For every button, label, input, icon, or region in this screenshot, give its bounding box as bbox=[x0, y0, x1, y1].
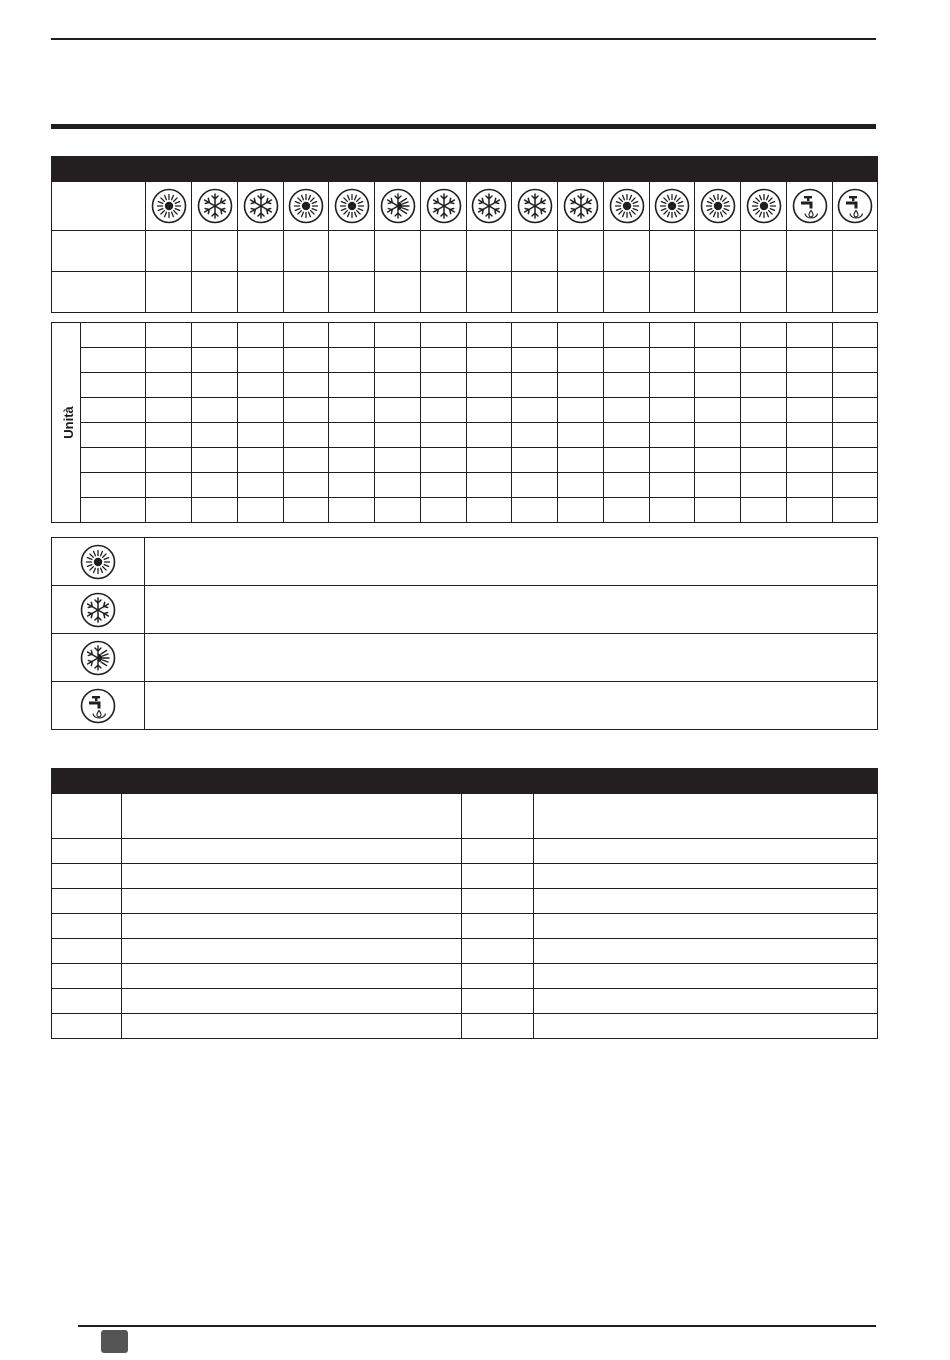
sun-icon bbox=[700, 188, 736, 224]
mode-row-2 bbox=[52, 272, 878, 313]
legend-text bbox=[145, 682, 878, 730]
legend-text bbox=[145, 634, 878, 682]
page-number-marker bbox=[101, 1330, 128, 1353]
mode-icon-cell bbox=[650, 182, 695, 231]
sun-icon bbox=[746, 188, 782, 224]
sun-icon bbox=[334, 188, 370, 224]
legend-row bbox=[52, 682, 878, 730]
legend-text bbox=[145, 538, 878, 586]
snowflake-icon bbox=[243, 188, 279, 224]
legend-text bbox=[145, 586, 878, 634]
mode-row-1 bbox=[52, 231, 878, 272]
table-row bbox=[52, 914, 878, 939]
sun-icon bbox=[151, 188, 187, 224]
mode-icon-cell bbox=[833, 182, 878, 231]
table-row bbox=[52, 1014, 878, 1039]
footer-rule bbox=[78, 1325, 876, 1327]
snowflake-sun-icon bbox=[380, 188, 416, 224]
table-row bbox=[52, 423, 878, 448]
mode-icon-cell bbox=[329, 182, 375, 231]
table-row bbox=[52, 348, 878, 373]
snowflake-icon bbox=[517, 188, 553, 224]
legend-table bbox=[51, 537, 878, 730]
table-row bbox=[52, 498, 878, 523]
units-label-cell bbox=[52, 323, 81, 523]
snowflake-sun-icon bbox=[80, 640, 116, 676]
sun-icon bbox=[609, 188, 645, 224]
snowflake-icon bbox=[426, 188, 462, 224]
mode-icon-cell bbox=[238, 182, 284, 231]
table-row bbox=[52, 989, 878, 1014]
legend-row bbox=[52, 586, 878, 634]
parameters-table bbox=[51, 768, 878, 1039]
mode-icon-cell bbox=[512, 182, 558, 231]
sun-icon bbox=[80, 544, 116, 580]
mode-icon-cell bbox=[604, 182, 650, 231]
table-row bbox=[52, 473, 878, 498]
units-label: Unità bbox=[60, 405, 76, 439]
units-table bbox=[51, 322, 878, 523]
tap-icon bbox=[80, 688, 116, 724]
top-rule bbox=[51, 38, 876, 40]
tap-icon bbox=[837, 188, 873, 224]
mode-icon-cell bbox=[558, 182, 604, 231]
mode-icon-cell bbox=[375, 182, 421, 231]
snowflake-icon bbox=[563, 188, 599, 224]
legend-row bbox=[52, 538, 878, 586]
table-row bbox=[52, 323, 878, 348]
legend-row bbox=[52, 634, 878, 682]
section-rule bbox=[51, 124, 876, 129]
mode-icons-row bbox=[52, 182, 878, 231]
tap-icon bbox=[792, 188, 828, 224]
table-row bbox=[52, 889, 878, 914]
mode-row-label-cell bbox=[52, 182, 146, 231]
table-row bbox=[52, 939, 878, 964]
table-row bbox=[52, 839, 878, 864]
mode-icon-cell bbox=[695, 182, 741, 231]
mode-icon-cell bbox=[146, 182, 192, 231]
snowflake-icon bbox=[471, 188, 507, 224]
table-row bbox=[52, 864, 878, 889]
mode-icon-cell bbox=[787, 182, 833, 231]
mode-icon-cell bbox=[467, 182, 512, 231]
table-row bbox=[52, 964, 878, 989]
table-row bbox=[52, 398, 878, 423]
sun-icon bbox=[654, 188, 690, 224]
parameters-table-header-bar bbox=[52, 769, 878, 794]
mode-table bbox=[51, 156, 878, 313]
table-row bbox=[52, 373, 878, 398]
sun-icon bbox=[288, 188, 324, 224]
table-row bbox=[52, 448, 878, 473]
parameters-header-row bbox=[52, 794, 878, 839]
snowflake-icon bbox=[197, 188, 233, 224]
mode-icon-cell bbox=[284, 182, 329, 231]
mode-table-header-bar bbox=[52, 157, 878, 182]
mode-icon-cell bbox=[421, 182, 467, 231]
mode-icon-cell bbox=[192, 182, 238, 231]
snowflake-icon bbox=[80, 592, 116, 628]
mode-icon-cell bbox=[741, 182, 787, 231]
